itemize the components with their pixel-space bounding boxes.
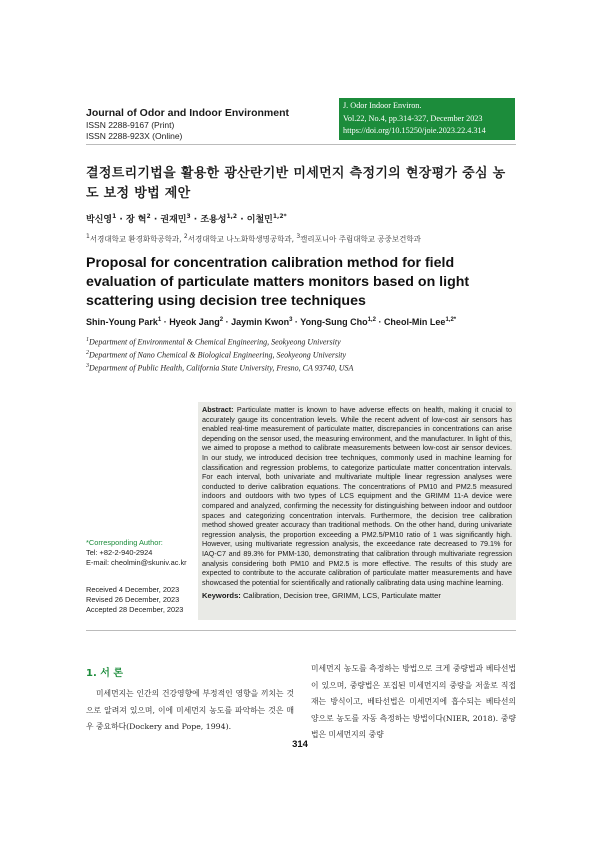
affil-sup: 3 — [296, 233, 301, 240]
author-name: 박신영 — [86, 215, 113, 225]
corresponding-author-info — [86, 538, 187, 568]
author-sup: 3 — [186, 213, 191, 220]
affil-text: Department of Nano Chemical & Biological Engineering, Seokyeong University — [89, 350, 347, 360]
author-name: Jaymin Kwon — [231, 317, 290, 327]
keywords-list: Calibration, Decision tree, GRIMM, LCS, Particulate matter — [240, 591, 441, 601]
journal-name: Journal of Odor and Indoor Environment — [86, 107, 290, 119]
author-separator: · — [150, 215, 161, 225]
keywords-label: Keywords: — [202, 591, 241, 601]
received-date: Received 4 December, 2023 — [86, 585, 180, 594]
affil-text: Department of Environmental & Chemical Engineering, Seokyeong University — [89, 337, 341, 347]
section-heading: 1. 서 론 — [86, 668, 124, 679]
author-sup: 1 — [157, 317, 162, 323]
author-sup: 2 — [219, 317, 224, 323]
abstract-label: Abstract: — [202, 405, 234, 414]
author-separator: · — [292, 317, 301, 327]
english-affiliation-2 — [86, 350, 346, 360]
english-title: Proposal for concentration calibration method for field evaluation of particulate matters monitors based on light scattering using decision tree techniques — [86, 255, 470, 309]
volume-info: Vol.22, No.4, pp.314-327, December 2023 — [343, 113, 483, 123]
author-sup: 1,2* — [272, 213, 287, 220]
abstract-body: Particulate matter is known to have adverse effects on health, making it crucial to accurately gauge its concentration levels. While the recent advent of low-cost air sensors has enabled real-time measurement of particulate matter, discrepancies in concentrations can arise depending on the sensor used, the measuring environment, and the manufacturer. In light of this, we aimed to propose a method to calibrate measurements between low-cost air sensor devices. In our study, we introduced decision tree techniques, commonly used in machine learning for classification and regression problems, to categorize particulate matter concentration intervals. For each interval, both univariate and multivariate multiple linear regression analyses were conducted to derive calibration equations. The concentrations of PM10 and PM2.5 measured indoors and outdoors with two types of LCS equipment and the GRIMM 11-A device were compared and analyzed, confirming the necessity for distinguishing between indoor and outdoor spaces and categorizing concentration intervals. Furthermore, the decision tree calibration method showed greater accuracy than traditional methods. On the other hand, during univariate regression analysis, the proportion exceeding a PM2.5/PM10 ratio of 1 was significantly high. However, using multivariate regression analysis, the exceedance rate decreased to 79.1% for IAQ-C7 and 89.3% for PMM-130, demonstrating that calibration through multivariate regression analysis considering both PM10 and PM2.5 is more effective. The results of this study are expected to contribute to the accurate calibration of particulate matter measurements and have showcased the potential for scientifically and rationally calibrating data using machine learning. — [202, 405, 512, 587]
journal-info — [86, 107, 289, 142]
author-sup: 2 — [146, 213, 151, 220]
corresponding-label: *Corresponding Author: — [86, 538, 163, 547]
english-affiliation-1 — [86, 337, 341, 347]
author-name: Cheol-Min Lee — [383, 317, 446, 327]
abstract-text — [202, 405, 512, 587]
author-separator: · — [161, 317, 170, 327]
section-divider — [86, 630, 516, 631]
affil-sup: 1 — [86, 337, 89, 343]
journal-citation-box — [339, 98, 515, 140]
page-number: 314 — [292, 739, 308, 750]
author-name: 조용성 — [200, 215, 227, 225]
issn-print: ISSN 2288-9167 (Print) — [86, 120, 175, 130]
abstract-box — [198, 402, 516, 620]
author-name: 이철민 — [246, 215, 273, 225]
korean-authors — [86, 212, 287, 225]
affil-sup: 1 — [86, 233, 90, 240]
email[interactable]: E-mail: cheolmin@skuniv.ac.kr — [86, 558, 187, 567]
journal-abbrev: J. Odor Indoor Environ. — [343, 101, 422, 110]
author-name: Hyeok Jang — [169, 317, 220, 327]
affil-text: Department of Public Health, California State University, Fresno, CA 93740, USA — [89, 363, 354, 373]
body-column-left: 미세먼지는 인간의 건강영향에 부정적인 영향을 끼치는 것으로 알려져 있으며, 이에 미세먼지 농도를 파악하는 것은 매우 중요하다(Dockery and Pope, 1994). — [86, 689, 294, 731]
author-name: 권재민 — [160, 215, 187, 225]
article-dates — [86, 585, 183, 615]
author-sup: 1,2 — [367, 317, 376, 323]
author-name: Yong-Sung Cho — [300, 317, 368, 327]
author-sup: 3 — [289, 317, 293, 323]
author-sup: 1,2* — [445, 317, 457, 323]
author-separator: · — [190, 215, 201, 225]
keywords — [202, 591, 512, 600]
english-affiliation-3 — [86, 363, 353, 373]
korean-title: 결정트리기법을 활용한 광산란기반 미세먼지 측정기의 현장평가 중심 농도 보정 방법 제안 — [86, 166, 506, 201]
affil-sup: 2 — [86, 350, 89, 356]
header-divider — [86, 144, 516, 145]
affil-sup: 3 — [86, 363, 89, 369]
doi-link[interactable]: https://doi.org/10.15250/joie.2023.22.4.314 — [343, 126, 486, 135]
tel: Tel: +82-2-940-2924 — [86, 548, 153, 557]
author-name: 장 혁 — [125, 215, 147, 225]
author-sup: 1,2 — [226, 213, 238, 220]
issn-online: ISSN 2288-923X (Online) — [86, 131, 183, 141]
author-sup: 1 — [112, 213, 117, 220]
body-column-right: 미세먼지 농도를 측정하는 방법으로 크게 중량법과 베타선법이 있으며, 중량법은 포집된 미세먼지의 중량을 저울로 직접 재는 방식이고, 베타선법은 미세먼지에 흡수되는 베타선의 양으로 농도를 자동 측정하는 방법이다(NIER, 2018). 중량법은 미세먼지의 중량 — [311, 664, 516, 739]
author-separator: · — [375, 317, 384, 327]
revised-date: Revised 26 December, 2023 — [86, 595, 180, 604]
author-separator: · — [116, 215, 126, 225]
affil-text: 서경대학교 나노화학생명공학과, — [187, 234, 297, 244]
english-authors — [86, 317, 456, 327]
accepted-date: Accepted 28 December, 2023 — [86, 605, 184, 614]
affil-text: 캘리포니아 주립대학교 공중보건학과 — [300, 234, 421, 244]
author-separator: · — [237, 215, 247, 225]
korean-affiliations — [86, 233, 421, 245]
author-separator: · — [223, 317, 232, 327]
affil-sup: 2 — [183, 233, 188, 240]
affil-text: 서경대학교 환경화학공학과, — [89, 234, 184, 244]
author-name: Shin-Young Park — [86, 317, 158, 327]
